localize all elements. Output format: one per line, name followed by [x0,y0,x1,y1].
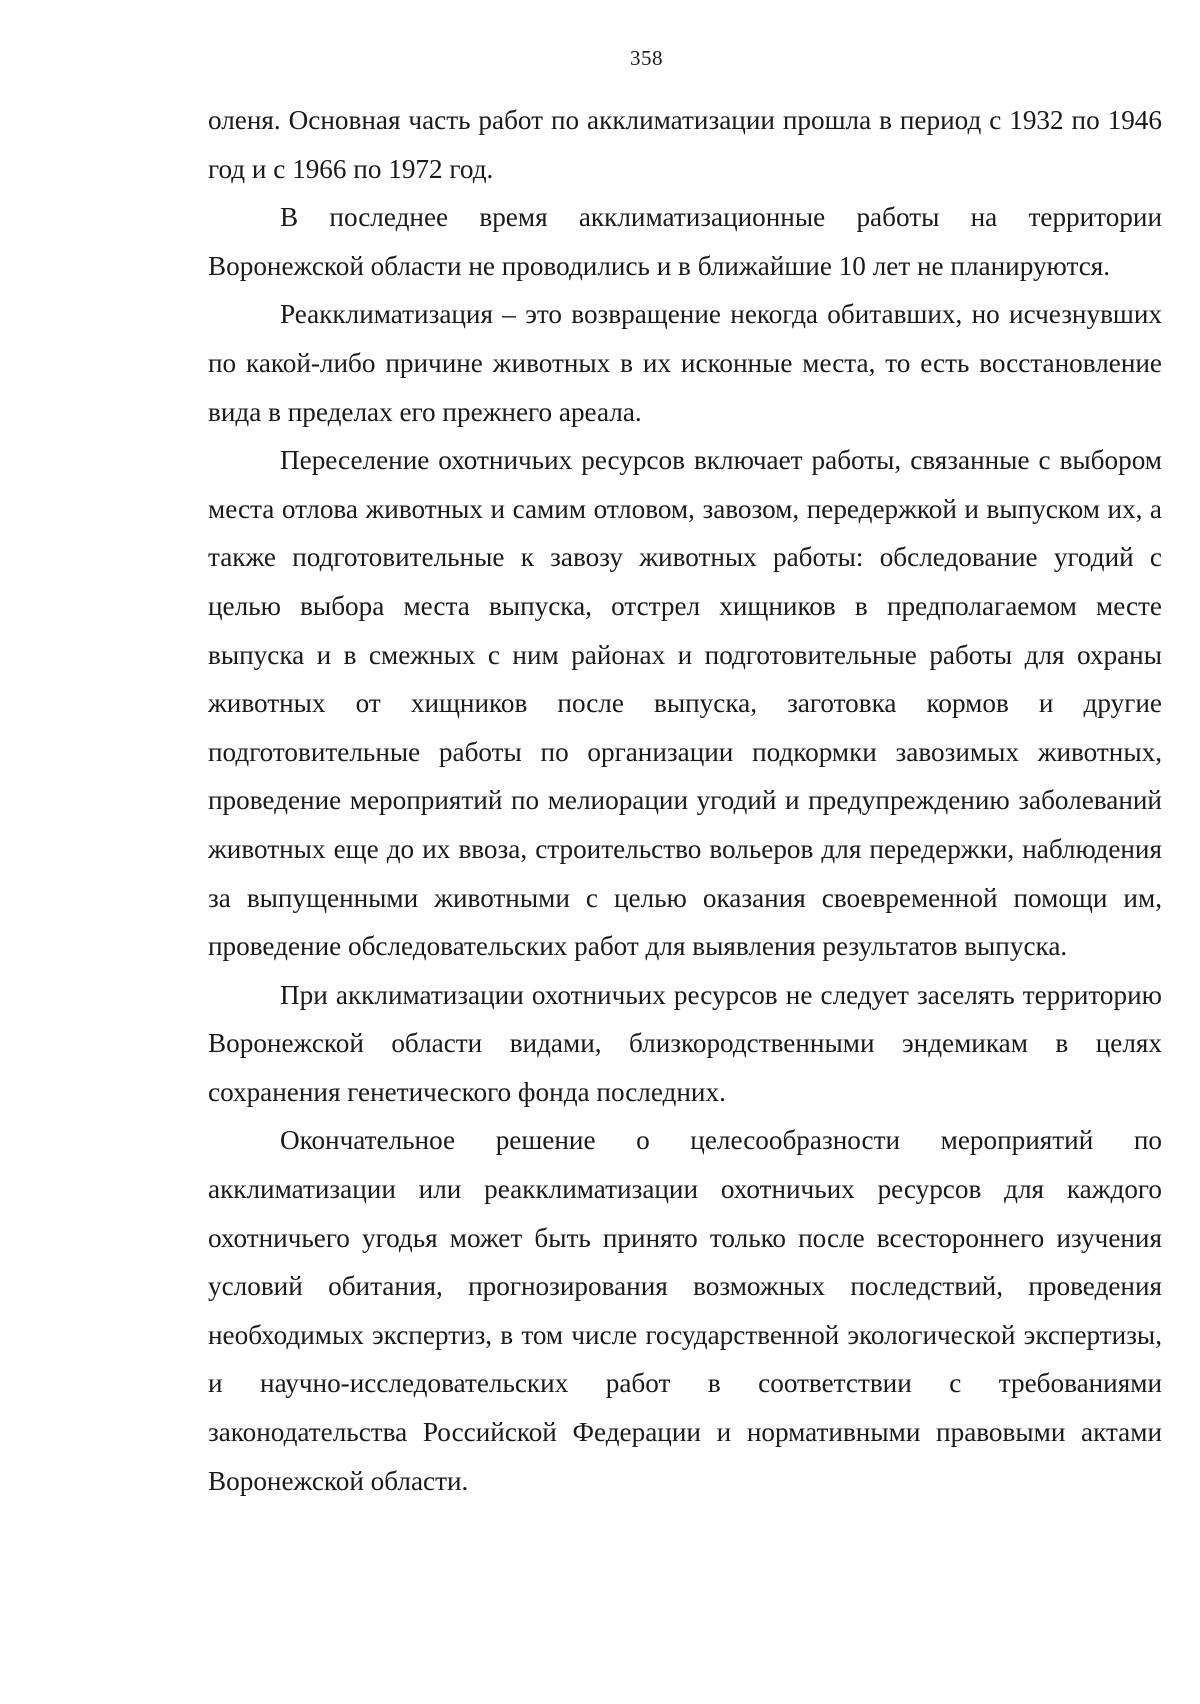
paragraph-acclimatization-status: В последнее время акклиматизационные работы на территории Воронежской области не проводились и в ближайшие 10 лет не планируются. [208,202,1162,281]
paragraph-continuation: оленя. Основная часть работ по акклиматизации прошла в период с 1932 по 1946 год и с 1966 по 1972 год. [208,105,1162,184]
paragraph-relocation-works: Переселение охотничьих ресурсов включает работы, связанные с выбором места отлова животных и самим отловом, завозом, передержкой и выпуском их, а также подготовительные к завозу животных работы: обследование угодий с целью выбора места выпуска, отстрел хищников в предполагаемом месте выпуска и в смежных с ним районах и подготовительные работы для охраны животных от хищников после выпуска, заготовка кормов и другие подготовительные работы по организации подкормки завозимых животных, проведение мероприятий по мелиорации угодий и предупреждению заболеваний животных еще до их ввоза, строительство вольеров для передержки, наблюдения за выпущенными животными с целью оказания своевременной помощи им, проведение обследовательских работ для выявления результатов выпуска. [208,445,1162,962]
body-text [208,96,1162,1505]
paragraph-final-decision: Окончательное решение о целесообразности мероприятий по акклиматизации или реакклиматизации охотничьих ресурсов для каждого охотничьего угодья может быть принято только после всестороннего изучения условий обитания, прогнозирования возможных последствий, проведения необходимых экспертиз, в том числе государственной экологической экспертизы, и научно-исследовательских работ в соответствии с требованиями законодательства Российской Федерации и нормативными правовыми актами Воронежской области. [208,1125,1162,1496]
paragraph-reacclimatization-definition: Реакклиматизация – это возвращение некогда обитавших, но исчезнувших по какой-либо причине животных в их исконные места, то есть восстановление вида в пределах его прежнего ареала. [208,299,1162,427]
paragraph-endemic-restriction: При акклиматизации охотничьих ресурсов не следует заселять территорию Воронежской области видами, близкородственными эндемикам в целях сохранения генетического фонда последних. [208,979,1162,1107]
page-number: 358 [630,46,663,70]
